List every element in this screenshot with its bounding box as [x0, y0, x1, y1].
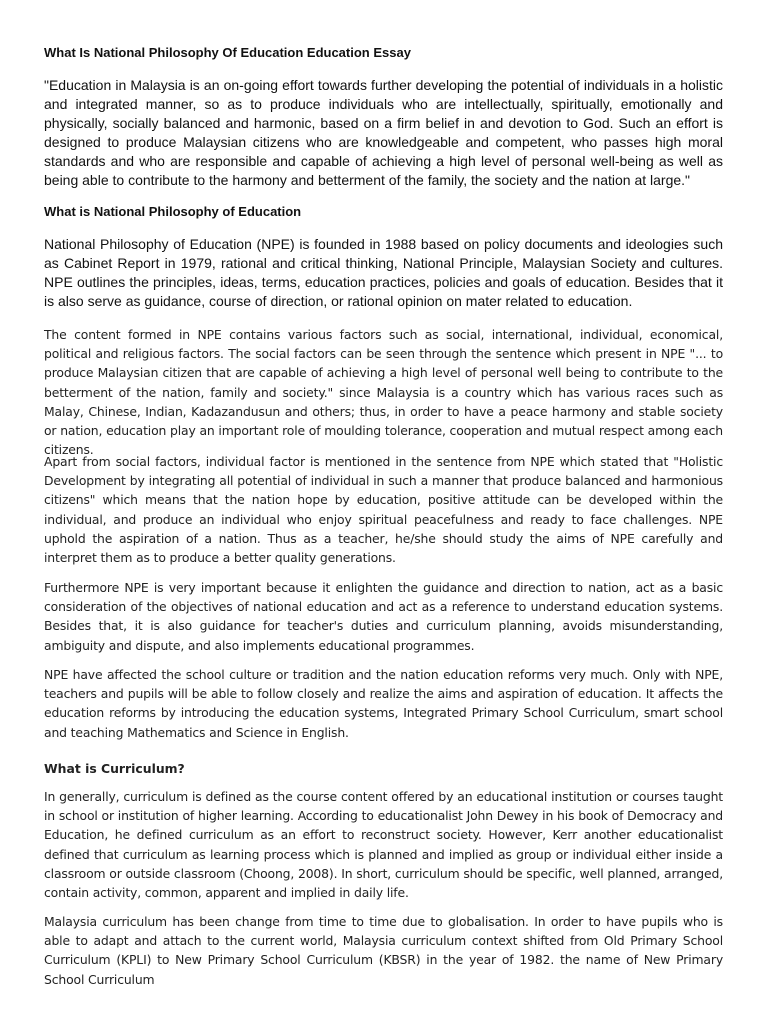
npe-paragraph-5: NPE have affected the school culture or tradition and the nation education reforms very much. Only with NPE, teachers and pupils will be able to follow closely and realize the aims and aspiration of education. It affects the education reforms by introducing the education systems, Integrated Primary School Curriculum, smart school and teaching Mathematics and Science in English. — [44, 667, 723, 740]
curriculum-paragraph-2: Malaysia curriculum has been change from time to time due to globalisation. In order to have pupils who is able to adapt and attach to the current world, Malaysia curriculum context shifted from Old Primary School Curriculum (KPLI) to New Primary School Curriculum (KBSR) in the year of 1982. the name of New Primary School Curriculum — [44, 914, 723, 987]
npe-paragraph-3: Apart from social factors, individual factor is mentioned in the sentence from NPE which stated that "Holistic Development by integrating all potential of individual in such a manner that produce balanced and harmonious citizens" which means that the nation hope by education, positive attitude can be developed within the individual, and produce an individual who enjoy spiritual peacefulness and ready to face challenges. NPE uphold the aspiration of a nation. Thus as a teacher, he/she should study the aims of NPE carefully and interpret them as to produce a better quality generations. — [44, 454, 723, 566]
document-title: What Is National Philosophy Of Education Education Essay — [44, 45, 411, 60]
npe-paragraph-1: National Philosophy of Education (NPE) is founded in 1988 based on policy documents and ideologies such as Cabinet Report in 1979, rational and critical thinking, National Principle, Malaysian Society and cultures. NPE outlines the principles, ideas, terms, education practices, policies and goals of education. Besides that it is also serve as guidance, course of direction, or rational opinion on mater related to education. — [44, 236, 723, 309]
section-heading-curriculum: What is Curriculum? — [44, 761, 185, 776]
npe-paragraph-4: Furthermore NPE is very important because it enlighten the guidance and direction to nation, act as a basic consideration of the objectives of national education and act as a reference to understand education systems. Besides that, it is also guidance for teacher's duties and curriculum planning, avoids misunderstanding, ambiguity and dispute, and also implements educational programmes. — [44, 580, 723, 653]
intro-quote-paragraph: "Education in Malaysia is an on-going effort towards further developing the potential of individuals in a holistic and integrated manner, so as to produce individuals who are intellectually, spiritually, emotionally and physically, socially balanced and harmonic, based on a firm belief in and devotion to God. Such an effort is designed to produce Malaysian citizens who are knowledgeable and competent, who passes high moral standards and who are responsible and capable of achieving a high level of personal well-being as well as being able to contribute to the harmony and betterment of the family, the society and the nation at large." — [44, 77, 723, 188]
section-heading-npe: What is National Philosophy of Education — [44, 204, 302, 219]
npe-paragraph-2: The content formed in NPE contains various factors such as social, international, individual, economical, political and religious factors. The social factors can be seen through the sentence which present in NPE "... to produce Malaysian citizen that are capable of achieving a high level of personal well being to contribute to the betterment of the nation, family and society." since Malaysia is a country which has various races such as Malay, Chinese, Indian, Kadazandusun and others; thus, in order to have a peace harmony and stable society or nation, education play an important role of moulding tolerance, cooperation and mutual respect among each citizens. — [44, 327, 723, 458]
curriculum-paragraph-1: In generally, curriculum is defined as the course content offered by an educational institution or courses taught in school or institution of higher learning. According to educationalist John Dewey in his book of Democracy and Education, he defined curriculum as an effort to reconstruct society. However, Kerr another educationalist defined that curriculum as learning process which is planned and implied as group or individual either inside a classroom or outside classroom (Choong, 2008). In short, curriculum should be specific, well planned, arranged, contain activity, common, apparent and implied in daily life. — [44, 789, 723, 901]
